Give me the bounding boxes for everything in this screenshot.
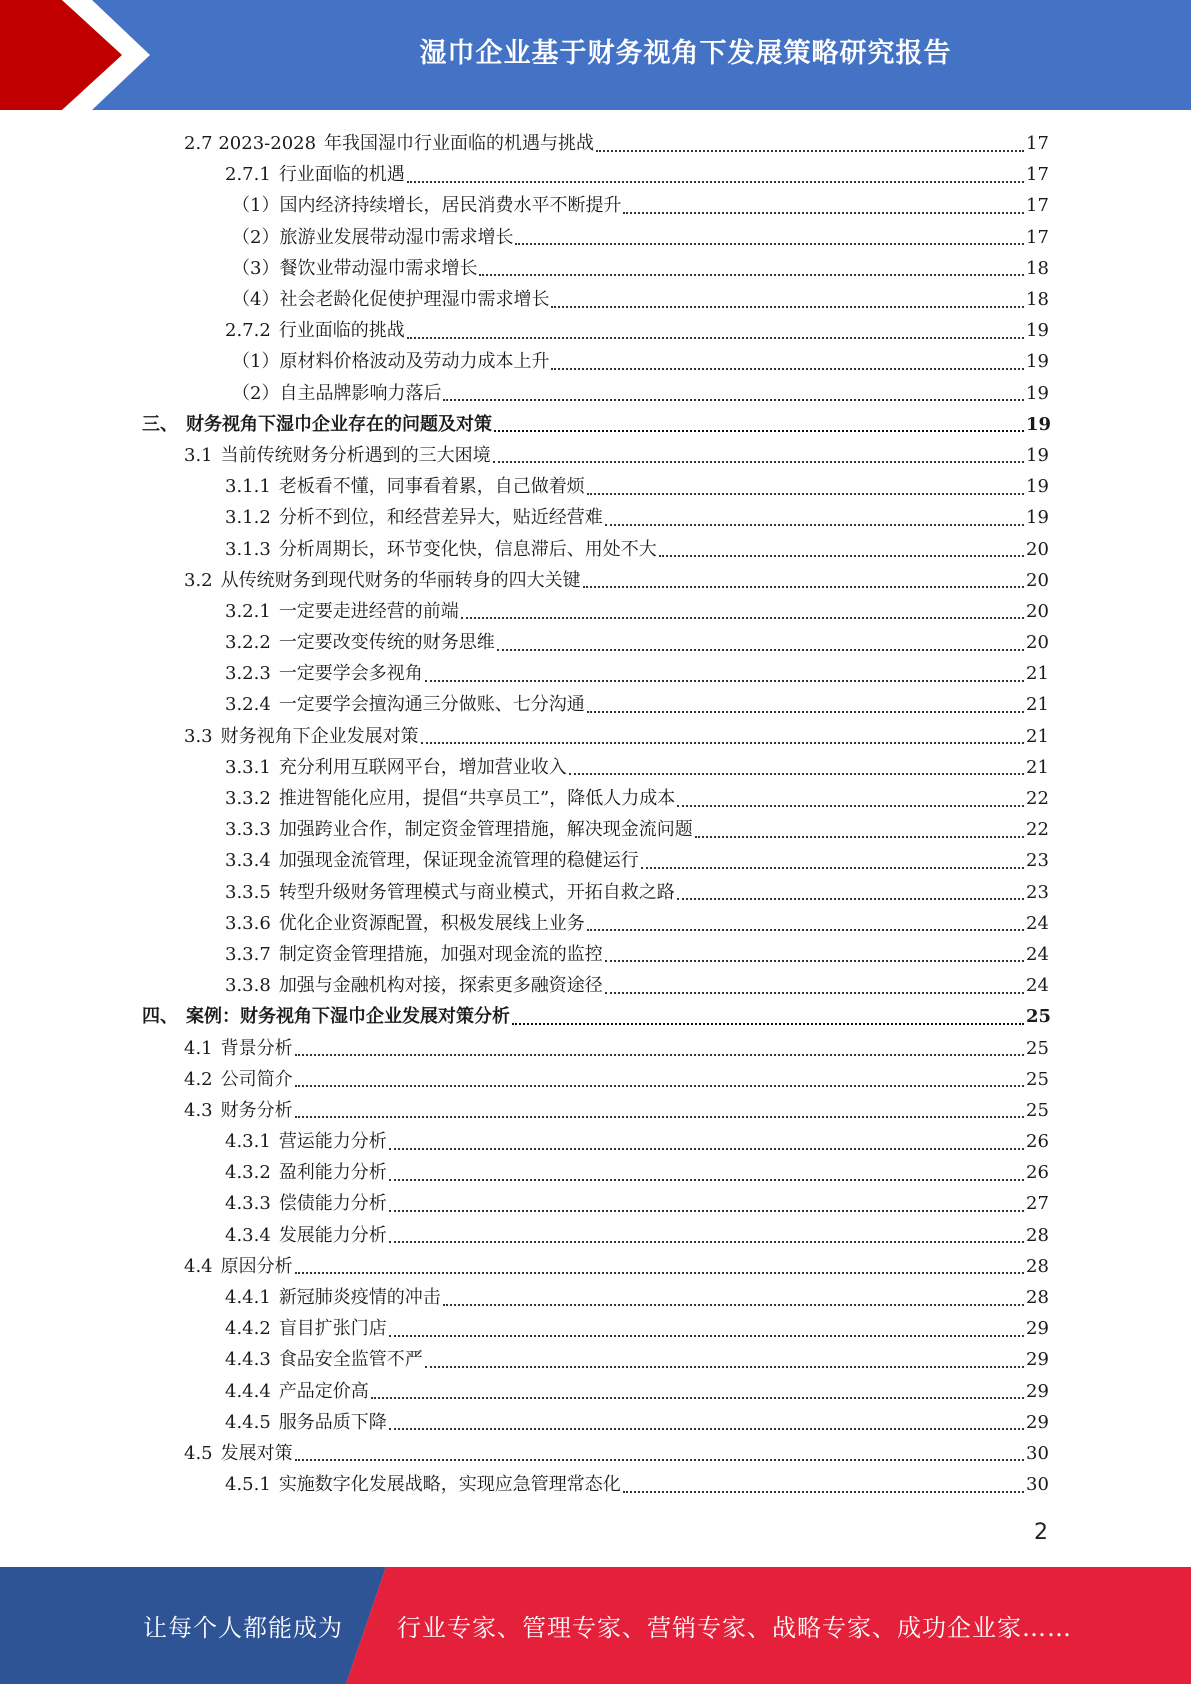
- toc-entry-title: [225, 1407, 387, 1438]
- toc-entry-label: 发展对策: [220, 1442, 293, 1464]
- toc-dot-leader: [389, 1428, 1024, 1430]
- toc-entry-title: [232, 346, 549, 377]
- toc-entry-label: 案例：财务视角下湿巾企业发展对策分析: [186, 1006, 510, 1028]
- toc-entry-title: [225, 1344, 423, 1375]
- toc-entry-number: 3.2: [184, 569, 213, 591]
- toc-dot-leader: [587, 493, 1024, 495]
- toc-entry[interactable]: [0, 346, 1191, 377]
- toc-entry-label: 制定资金管理措施，加强对现金流的监控: [278, 943, 603, 965]
- toc-dot-leader: [512, 1023, 1024, 1025]
- toc-page-number: 18: [1026, 257, 1049, 279]
- page-number: 2: [1034, 1520, 1048, 1545]
- toc-entry-number: 4.4.2: [225, 1318, 271, 1340]
- toc-entry-number: （3）: [232, 257, 280, 279]
- toc-dot-leader: [407, 181, 1024, 183]
- footer-slogan-left: 让每个人都能成为: [143, 1614, 343, 1642]
- toc-page-number: 24: [1026, 912, 1049, 934]
- toc-entry[interactable]: [0, 128, 1191, 159]
- toc-dot-leader: [659, 555, 1024, 557]
- toc-entry-label: 实施数字化发展战略，实现应急管理常态化: [278, 1474, 621, 1496]
- toc-entry-number: 4.3.3: [225, 1193, 271, 1215]
- toc-dot-leader: [295, 1085, 1024, 1087]
- toc-page-number: 17: [1026, 226, 1049, 248]
- toc-entry-number: 4.1: [184, 1037, 213, 1059]
- toc-page-number: 21: [1026, 694, 1049, 716]
- toc-entry-label: 加强现金流管理，保证现金流管理的稳健运行: [278, 850, 639, 872]
- toc-dot-leader: [295, 1272, 1024, 1274]
- toc-entry[interactable]: [0, 253, 1191, 284]
- toc-entry-label: 转型升级财务管理模式与商业模式，开拓自救之路: [278, 881, 675, 903]
- toc-entry-number: 4.4.1: [225, 1287, 271, 1309]
- toc-entry-label: 财务分析: [220, 1099, 293, 1121]
- toc-entry[interactable]: [0, 627, 1191, 658]
- toc-entry-number: 2.7.1: [225, 164, 271, 186]
- toc-entry-label: 原材料价格波动及劳动力成本上升: [279, 351, 550, 373]
- toc-entry-title: [225, 970, 603, 1001]
- toc-entry-title: [225, 1469, 621, 1500]
- toc-dot-leader: [461, 617, 1024, 619]
- toc-entry-title: [225, 1126, 387, 1157]
- toc-dot-leader: [371, 1397, 1024, 1399]
- toc-entry[interactable]: [0, 1469, 1191, 1500]
- toc-entry-label: 一定要改变传统的财务思维: [278, 632, 495, 654]
- toc-entry[interactable]: [0, 222, 1191, 253]
- toc-entry[interactable]: [0, 658, 1191, 689]
- toc-page-number: 20: [1026, 569, 1049, 591]
- toc-page-number: 19: [1026, 476, 1049, 498]
- toc-entry-number: 4.5: [184, 1442, 213, 1464]
- toc-entry-number: 3.3.3: [225, 819, 271, 841]
- toc-entry-label: 背景分析: [220, 1037, 293, 1059]
- toc-entry-number: 3.1.3: [225, 538, 271, 560]
- toc-dot-leader: [515, 243, 1024, 245]
- toc-entry-number: 3.3.5: [225, 881, 271, 903]
- toc-entry[interactable]: [0, 159, 1191, 190]
- toc-entry-label: 盈利能力分析: [278, 1162, 387, 1184]
- toc-entry-number: （2）: [232, 226, 280, 248]
- toc-dot-leader: [497, 649, 1024, 651]
- toc-page-number: 25: [1026, 1068, 1049, 1090]
- toc-dot-leader: [605, 524, 1024, 526]
- toc-entry-number: 3.1.2: [225, 507, 271, 529]
- toc-page-number: 28: [1026, 1224, 1049, 1246]
- toc-entry-label: 营运能力分析: [278, 1131, 387, 1153]
- toc-entry-title: [225, 627, 495, 658]
- toc-page-number: 26: [1026, 1131, 1049, 1153]
- toc-entry-label: 财务视角下湿巾企业存在的问题及对策: [186, 413, 492, 435]
- toc-dot-leader: [551, 306, 1024, 308]
- toc-entry[interactable]: [0, 1064, 1191, 1095]
- toc-entry-label: 自主品牌影响力落后: [279, 382, 442, 404]
- toc-page-number: 29: [1026, 1411, 1049, 1433]
- toc-entry-number: 4.3: [184, 1099, 213, 1121]
- toc-page-number: 27: [1026, 1193, 1049, 1215]
- toc-entry-label: 餐饮业带动湿巾需求增长: [279, 257, 478, 279]
- toc-dot-leader: [421, 742, 1024, 744]
- toc-entry[interactable]: [0, 970, 1191, 1001]
- toc-dot-leader: [479, 274, 1024, 276]
- toc-entry[interactable]: [0, 502, 1191, 533]
- toc-entry-label: 食品安全监管不严: [278, 1349, 423, 1371]
- toc-entry[interactable]: [0, 752, 1191, 783]
- toc-entry[interactable]: [0, 783, 1191, 814]
- toc-entry-title: [225, 471, 585, 502]
- toc-dot-leader: [551, 368, 1024, 370]
- toc-page-number: 20: [1026, 600, 1049, 622]
- toc-entry[interactable]: [0, 1001, 1191, 1032]
- toc-dot-leader: [494, 430, 1024, 432]
- toc-entry[interactable]: [0, 533, 1191, 564]
- toc-entry-label: 发展能力分析: [278, 1224, 387, 1246]
- toc-page-number: 18: [1026, 289, 1049, 311]
- toc-entry-title: [225, 1313, 387, 1344]
- toc-entry-label: 一定要学会多视角: [278, 663, 423, 685]
- toc-page-number: 19: [1026, 507, 1049, 529]
- toc-entry[interactable]: [0, 284, 1191, 315]
- toc-entry-label: 当前传统财务分析遇到的三大困境: [220, 444, 491, 466]
- toc-entry-title: [225, 596, 459, 627]
- toc-dot-leader: [295, 1054, 1024, 1056]
- toc-entry[interactable]: [0, 1032, 1191, 1063]
- table-of-contents: [0, 128, 1191, 1500]
- toc-entry-label: 充分利用互联网平台，增加营业收入: [278, 756, 567, 778]
- toc-entry-number: 三、: [142, 413, 178, 435]
- toc-entry-number: 3.3.4: [225, 850, 271, 872]
- toc-entry-label: 国内经济持续增长，居民消费水平不断提升: [279, 195, 622, 217]
- toc-dot-leader: [425, 1366, 1024, 1368]
- toc-page-number: 20: [1026, 538, 1049, 560]
- toc-page-number: 29: [1026, 1318, 1049, 1340]
- toc-page-number: 28: [1026, 1255, 1049, 1277]
- toc-entry[interactable]: [0, 1313, 1191, 1344]
- toc-page-number: 28: [1026, 1287, 1049, 1309]
- toc-entry-number: 3.1: [184, 444, 213, 466]
- toc-entry-title: [225, 1157, 387, 1188]
- toc-entry-label: 推进智能化应用，提倡“共享员工”，降低人力成本: [278, 788, 676, 810]
- toc-entry-number: 3.2.3: [225, 663, 271, 685]
- toc-entry-number: （1）: [232, 351, 280, 373]
- toc-entry-title: [225, 1282, 441, 1313]
- toc-entry-title: [232, 378, 441, 409]
- toc-entry[interactable]: [0, 908, 1191, 939]
- toc-entry[interactable]: [0, 190, 1191, 221]
- toc-page-number: 26: [1026, 1162, 1049, 1184]
- toc-page-number: 23: [1026, 881, 1049, 903]
- toc-entry-label: 一定要走进经营的前端: [278, 600, 459, 622]
- toc-dot-leader: [569, 773, 1024, 775]
- toc-page-number: 17: [1026, 133, 1049, 155]
- footer-slogan-right: 行业专家、管理专家、营销专家、战略专家、成功企业家……: [397, 1614, 1072, 1642]
- toc-entry[interactable]: [0, 1344, 1191, 1375]
- toc-entry-label: 产品定价高: [278, 1380, 369, 1402]
- toc-page-number: 17: [1026, 195, 1049, 217]
- toc-entry-title: [142, 409, 492, 440]
- toc-entry-label: 优化企业资源配置，积极发展线上业务: [278, 912, 585, 934]
- toc-entry-label: 分析不到位，和经营差异大，贴近经营难: [278, 507, 603, 529]
- toc-entry-title: [232, 253, 477, 284]
- toc-entry-label: 偿债能力分析: [278, 1193, 387, 1215]
- toc-entry-label: 财务视角下企业发展对策: [220, 725, 419, 747]
- toc-entry-number: 4.4.4: [225, 1380, 271, 1402]
- toc-entry-label: 行业面临的机遇: [278, 164, 405, 186]
- toc-entry[interactable]: [0, 814, 1191, 845]
- toc-page-number: 25: [1026, 1006, 1052, 1028]
- toc-dot-leader: [389, 1335, 1024, 1337]
- toc-dot-leader: [623, 1491, 1024, 1493]
- toc-entry-title: [225, 658, 423, 689]
- toc-dot-leader: [677, 898, 1024, 900]
- toc-page-number: 25: [1026, 1099, 1049, 1121]
- toc-page-number: 30: [1026, 1442, 1049, 1464]
- toc-entry[interactable]: [0, 721, 1191, 752]
- toc-entry-number: 3.1.1: [225, 476, 271, 498]
- toc-page-number: 20: [1026, 632, 1049, 654]
- toc-entry[interactable]: [0, 845, 1191, 876]
- toc-dot-leader: [583, 586, 1024, 588]
- toc-entry[interactable]: [0, 596, 1191, 627]
- toc-entry-number: 3.2.2: [225, 632, 271, 654]
- toc-page-number: 19: [1026, 351, 1049, 373]
- toc-dot-leader: [605, 992, 1024, 994]
- toc-page-number: 23: [1026, 850, 1049, 872]
- toc-entry-number: 4.4: [184, 1255, 213, 1277]
- toc-dot-leader: [641, 867, 1024, 869]
- toc-entry-label: 公司简介: [220, 1068, 293, 1090]
- toc-entry-title: [225, 502, 603, 533]
- toc-dot-leader: [425, 680, 1024, 682]
- toc-entry-number: 4.3.1: [225, 1131, 271, 1153]
- toc-entry-title: [184, 1438, 293, 1469]
- toc-dot-leader: [295, 1116, 1024, 1118]
- toc-entry-number: 3.3.8: [225, 975, 271, 997]
- toc-entry-number: 4.3.4: [225, 1224, 271, 1246]
- toc-page-number: 17: [1026, 164, 1049, 186]
- toc-entry-title: [142, 1001, 510, 1032]
- toc-dot-leader: [587, 711, 1024, 713]
- toc-entry-label: 行业面临的挑战: [278, 320, 405, 342]
- toc-entry[interactable]: [0, 1251, 1191, 1282]
- toc-dot-leader: [407, 337, 1024, 339]
- toc-entry-label: 分析周期长，环节变化快，信息滞后、用处不大: [278, 538, 657, 560]
- toc-entry-number: 四、: [142, 1006, 178, 1028]
- toc-entry[interactable]: [0, 689, 1191, 720]
- toc-entry[interactable]: [0, 1220, 1191, 1251]
- toc-entry-title: [184, 565, 581, 596]
- toc-page-number: 19: [1026, 382, 1049, 404]
- toc-entry-number: （1）: [232, 195, 280, 217]
- toc-entry-number: （2）: [232, 382, 280, 404]
- toc-entry-number: 4.5.1: [225, 1474, 271, 1496]
- toc-entry-number: 4.2: [184, 1068, 213, 1090]
- toc-entry-label: 社会老龄化促使护理湿巾需求增长: [279, 289, 550, 311]
- toc-entry-number: 2.7.2: [225, 320, 271, 342]
- toc-entry-number: 3.3.7: [225, 943, 271, 965]
- toc-entry-title: [225, 877, 675, 908]
- toc-entry-title: [225, 159, 405, 190]
- toc-page-number: 19: [1026, 320, 1049, 342]
- toc-page-number: 19: [1026, 444, 1049, 466]
- toc-dot-leader: [389, 1148, 1024, 1150]
- toc-entry-title: [225, 752, 567, 783]
- toc-page-number: 29: [1026, 1349, 1049, 1371]
- toc-entry[interactable]: [0, 877, 1191, 908]
- toc-entry-title: [225, 908, 585, 939]
- toc-entry[interactable]: [0, 1157, 1191, 1188]
- toc-dot-leader: [443, 399, 1024, 401]
- toc-entry-title: [225, 1220, 387, 1251]
- toc-entry-title: [232, 222, 513, 253]
- toc-entry-number: 4.4.3: [225, 1349, 271, 1371]
- toc-entry-number: 4.3.2: [225, 1162, 271, 1184]
- toc-entry[interactable]: [0, 378, 1191, 409]
- toc-page-number: 21: [1026, 756, 1049, 778]
- toc-page-number: 29: [1026, 1380, 1049, 1402]
- toc-entry[interactable]: [0, 315, 1191, 346]
- toc-entry[interactable]: [0, 565, 1191, 596]
- toc-page-number: 22: [1026, 788, 1049, 810]
- toc-entry[interactable]: [0, 1407, 1191, 1438]
- toc-entry-label: 加强跨业合作，制定资金管理措施，解决现金流问题: [278, 819, 693, 841]
- toc-entry[interactable]: [0, 1438, 1191, 1469]
- toc-entry-title: [225, 534, 657, 565]
- toc-entry-title: [184, 721, 419, 752]
- toc-dot-leader: [596, 150, 1024, 152]
- toc-dot-leader: [389, 1241, 1024, 1243]
- toc-dot-leader: [493, 461, 1024, 463]
- toc-entry-label: 盲目扩张门店: [278, 1318, 387, 1340]
- toc-entry[interactable]: [0, 1188, 1191, 1219]
- toc-entry-number: 3.3.6: [225, 912, 271, 934]
- page-header: [0, 0, 1191, 110]
- toc-page-number: 21: [1026, 663, 1049, 685]
- toc-dot-leader: [695, 836, 1024, 838]
- toc-page-number: 30: [1026, 1474, 1049, 1496]
- toc-entry-number: 4.4.5: [225, 1411, 271, 1433]
- toc-entry[interactable]: [0, 1376, 1191, 1407]
- toc-page-number: 21: [1026, 725, 1049, 747]
- toc-entry-title: [225, 939, 603, 970]
- toc-entry[interactable]: [0, 1126, 1191, 1157]
- toc-dot-leader: [389, 1179, 1024, 1181]
- toc-entry-number: 3.2.1: [225, 600, 271, 622]
- toc-entry-title: [184, 1095, 293, 1126]
- toc-dot-leader: [295, 1459, 1024, 1461]
- toc-dot-leader: [605, 960, 1024, 962]
- toc-entry-title: [225, 845, 639, 876]
- toc-entry[interactable]: [0, 440, 1191, 471]
- toc-entry-title: [184, 1064, 293, 1095]
- toc-entry-title: [184, 440, 491, 471]
- toc-entry-number: 3.2.4: [225, 694, 271, 716]
- toc-page-number: 25: [1026, 1037, 1049, 1059]
- toc-entry-label: 新冠肺炎疫情的冲击: [278, 1287, 441, 1309]
- toc-entry[interactable]: [0, 409, 1191, 440]
- toc-entry-label: 老板看不懂，同事看着累，自己做着烦: [278, 476, 585, 498]
- toc-page-number: 19: [1026, 413, 1052, 435]
- toc-entry-number: 3.3.2: [225, 788, 271, 810]
- toc-dot-leader: [389, 1210, 1024, 1212]
- toc-entry-number: 2.7 2023-2028: [184, 133, 317, 155]
- toc-dot-leader: [677, 805, 1024, 807]
- toc-entry[interactable]: [0, 1282, 1191, 1313]
- toc-entry[interactable]: [0, 471, 1191, 502]
- page-footer: [0, 1567, 1191, 1684]
- toc-entry-title: [232, 190, 621, 221]
- toc-entry[interactable]: [0, 1095, 1191, 1126]
- toc-entry-title: [184, 1251, 293, 1282]
- toc-entry-number: 3.3.1: [225, 756, 271, 778]
- toc-dot-leader: [587, 929, 1024, 931]
- report-title: 湿巾企业基于财务视角下发展策略研究报告: [419, 37, 952, 69]
- toc-dot-leader: [443, 1304, 1024, 1306]
- toc-entry-title: [225, 814, 693, 845]
- toc-entry-title: [184, 128, 594, 159]
- toc-entry-label: 从传统财务到现代财务的华丽转身的四大关键: [220, 569, 581, 591]
- toc-entry-label: 旅游业发展带动湿巾需求增长: [279, 226, 514, 248]
- toc-entry-label: 年我国湿巾行业面临的机遇与挑战: [324, 133, 595, 155]
- toc-page-number: 24: [1026, 943, 1049, 965]
- toc-entry-title: [225, 1188, 387, 1219]
- toc-entry-title: [184, 1033, 293, 1064]
- toc-dot-leader: [623, 212, 1024, 214]
- toc-entry[interactable]: [0, 939, 1191, 970]
- toc-entry-title: [225, 315, 405, 346]
- toc-entry-number: （4）: [232, 289, 280, 311]
- toc-entry-title: [232, 284, 549, 315]
- toc-entry-label: 原因分析: [220, 1255, 293, 1277]
- toc-entry-title: [225, 783, 675, 814]
- toc-entry-label: 一定要学会擅沟通三分做账、七分沟通: [278, 694, 585, 716]
- toc-page-number: 22: [1026, 819, 1049, 841]
- toc-entry-title: [225, 1376, 369, 1407]
- toc-page-number: 24: [1026, 975, 1049, 997]
- toc-entry-label: 服务品质下降: [278, 1411, 387, 1433]
- toc-entry-number: 3.3: [184, 725, 213, 747]
- toc-entry-label: 加强与金融机构对接，探索更多融资途径: [278, 975, 603, 997]
- toc-entry-title: [225, 689, 585, 720]
